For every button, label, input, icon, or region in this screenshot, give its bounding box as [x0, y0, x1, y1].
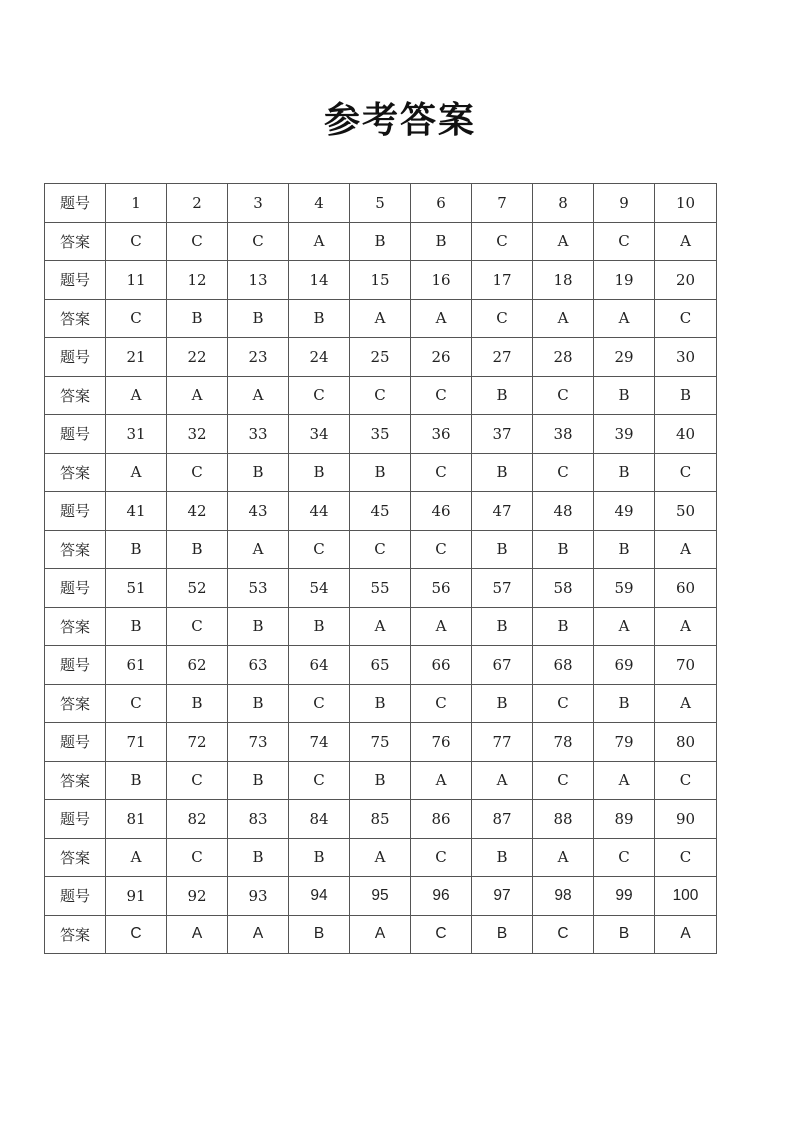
answer-cell: A	[594, 607, 655, 646]
answer-cell: B	[594, 376, 655, 415]
question-number-row	[45, 184, 717, 223]
question-number-row	[45, 492, 717, 531]
answer-cell: C	[289, 761, 350, 800]
question-number-cell: 46	[411, 492, 472, 531]
answer-cell: B	[350, 222, 411, 261]
answer-label: 答案	[45, 915, 106, 954]
answer-cell: A	[655, 222, 717, 261]
answer-row	[45, 761, 717, 800]
question-number-label: 题号	[45, 492, 106, 531]
question-number-cell: 2	[167, 184, 228, 223]
question-number-cell: 43	[228, 492, 289, 531]
answer-cell: C	[472, 299, 533, 338]
question-number-cell: 98	[533, 877, 594, 916]
question-number-cell: 42	[167, 492, 228, 531]
answer-label: 答案	[45, 607, 106, 646]
answer-cell: B	[228, 761, 289, 800]
answer-cell: C	[411, 838, 472, 877]
answer-cell: B	[289, 915, 350, 954]
answer-cell: B	[594, 453, 655, 492]
question-number-cell: 36	[411, 415, 472, 454]
answer-cell: C	[655, 761, 717, 800]
question-number-cell: 23	[228, 338, 289, 377]
question-number-row	[45, 569, 717, 608]
answer-cell: A	[350, 915, 411, 954]
question-number-label: 题号	[45, 723, 106, 762]
question-number-cell: 5	[350, 184, 411, 223]
answer-cell: B	[228, 838, 289, 877]
answer-cell: B	[106, 761, 167, 800]
answer-row	[45, 453, 717, 492]
question-number-cell: 40	[655, 415, 717, 454]
answer-cell: B	[655, 376, 717, 415]
answer-cell: B	[289, 453, 350, 492]
question-number-cell: 81	[106, 800, 167, 839]
question-number-cell: 32	[167, 415, 228, 454]
answer-cell: A	[106, 453, 167, 492]
answer-row	[45, 684, 717, 723]
answer-cell: A	[411, 299, 472, 338]
question-number-label: 题号	[45, 877, 106, 916]
answer-cell: B	[228, 607, 289, 646]
answer-cell: C	[411, 530, 472, 569]
question-number-row	[45, 646, 717, 685]
question-number-cell: 12	[167, 261, 228, 300]
question-number-cell: 100	[655, 877, 717, 916]
question-number-cell: 63	[228, 646, 289, 685]
question-number-cell: 38	[533, 415, 594, 454]
answer-cell: A	[655, 915, 717, 954]
answer-row	[45, 299, 717, 338]
answer-cell: C	[167, 222, 228, 261]
question-number-cell: 47	[472, 492, 533, 531]
question-number-cell: 11	[106, 261, 167, 300]
answer-cell: A	[167, 915, 228, 954]
question-number-cell: 86	[411, 800, 472, 839]
question-number-cell: 14	[289, 261, 350, 300]
question-number-cell: 9	[594, 184, 655, 223]
question-number-cell: 33	[228, 415, 289, 454]
question-number-cell: 82	[167, 800, 228, 839]
question-number-cell: 25	[350, 338, 411, 377]
answer-cell: C	[655, 838, 717, 877]
question-number-cell: 20	[655, 261, 717, 300]
answer-cell: C	[289, 530, 350, 569]
question-number-cell: 29	[594, 338, 655, 377]
answer-cell: C	[533, 453, 594, 492]
question-number-cell: 75	[350, 723, 411, 762]
question-number-cell: 99	[594, 877, 655, 916]
question-number-cell: 92	[167, 877, 228, 916]
question-number-cell: 93	[228, 877, 289, 916]
question-number-cell: 85	[350, 800, 411, 839]
question-number-cell: 48	[533, 492, 594, 531]
answer-cell: B	[167, 299, 228, 338]
question-number-row	[45, 800, 717, 839]
question-number-cell: 17	[472, 261, 533, 300]
answer-key-body	[45, 184, 717, 954]
question-number-cell: 87	[472, 800, 533, 839]
answer-label: 答案	[45, 376, 106, 415]
question-number-cell: 94	[289, 877, 350, 916]
question-number-row	[45, 415, 717, 454]
answer-row	[45, 222, 717, 261]
question-number-cell: 73	[228, 723, 289, 762]
question-number-cell: 83	[228, 800, 289, 839]
answer-cell: B	[106, 530, 167, 569]
question-number-cell: 70	[655, 646, 717, 685]
answer-cell: C	[655, 453, 717, 492]
answer-cell: B	[594, 684, 655, 723]
question-number-label: 题号	[45, 415, 106, 454]
question-number-row	[45, 877, 717, 916]
question-number-label: 题号	[45, 261, 106, 300]
question-number-cell: 97	[472, 877, 533, 916]
answer-cell: C	[167, 453, 228, 492]
question-number-row	[45, 338, 717, 377]
answer-cell: B	[411, 222, 472, 261]
answer-label: 答案	[45, 530, 106, 569]
question-number-cell: 49	[594, 492, 655, 531]
answer-cell: C	[167, 761, 228, 800]
question-number-cell: 78	[533, 723, 594, 762]
answer-row	[45, 607, 717, 646]
answer-cell: B	[167, 530, 228, 569]
answer-cell: B	[228, 684, 289, 723]
question-number-cell: 76	[411, 723, 472, 762]
answer-cell: B	[472, 607, 533, 646]
question-number-label: 题号	[45, 569, 106, 608]
question-number-cell: 21	[106, 338, 167, 377]
question-number-cell: 57	[472, 569, 533, 608]
question-number-cell: 39	[594, 415, 655, 454]
answer-row	[45, 530, 717, 569]
answer-cell: C	[167, 838, 228, 877]
answer-cell: A	[655, 607, 717, 646]
question-number-cell: 8	[533, 184, 594, 223]
question-number-cell: 62	[167, 646, 228, 685]
answer-cell: B	[228, 299, 289, 338]
answer-cell: A	[655, 684, 717, 723]
answer-cell: A	[350, 838, 411, 877]
answer-cell: A	[411, 607, 472, 646]
answer-cell: A	[228, 376, 289, 415]
answer-cell: C	[167, 607, 228, 646]
question-number-cell: 4	[289, 184, 350, 223]
question-number-cell: 80	[655, 723, 717, 762]
question-number-label: 题号	[45, 338, 106, 377]
answer-cell: A	[533, 222, 594, 261]
answer-cell: B	[472, 915, 533, 954]
answer-cell: A	[411, 761, 472, 800]
answer-cell: C	[655, 299, 717, 338]
answer-cell: B	[472, 376, 533, 415]
question-number-cell: 55	[350, 569, 411, 608]
answer-cell: A	[228, 915, 289, 954]
page-title: 参考答案	[323, 100, 476, 141]
answer-cell: C	[411, 684, 472, 723]
question-number-cell: 6	[411, 184, 472, 223]
question-number-cell: 7	[472, 184, 533, 223]
answer-cell: B	[472, 530, 533, 569]
answer-label: 答案	[45, 838, 106, 877]
answer-cell: A	[167, 376, 228, 415]
answer-cell: A	[594, 761, 655, 800]
answer-cell: C	[106, 684, 167, 723]
answer-cell: A	[350, 607, 411, 646]
question-number-cell: 89	[594, 800, 655, 839]
answer-cell: C	[472, 222, 533, 261]
question-number-cell: 54	[289, 569, 350, 608]
question-number-cell: 45	[350, 492, 411, 531]
question-number-cell: 67	[472, 646, 533, 685]
answer-cell: C	[594, 222, 655, 261]
answer-cell: A	[533, 838, 594, 877]
answer-label: 答案	[45, 684, 106, 723]
answer-cell: B	[594, 530, 655, 569]
question-number-cell: 34	[289, 415, 350, 454]
answer-label: 答案	[45, 453, 106, 492]
question-number-cell: 10	[655, 184, 717, 223]
answer-cell: C	[106, 299, 167, 338]
answer-cell: B	[472, 453, 533, 492]
answer-cell: C	[289, 684, 350, 723]
question-number-cell: 90	[655, 800, 717, 839]
answer-label: 答案	[45, 299, 106, 338]
question-number-label: 题号	[45, 800, 106, 839]
question-number-cell: 19	[594, 261, 655, 300]
question-number-cell: 77	[472, 723, 533, 762]
answer-cell: A	[228, 530, 289, 569]
question-number-cell: 56	[411, 569, 472, 608]
question-number-label: 题号	[45, 184, 106, 223]
answer-cell: B	[472, 684, 533, 723]
question-number-cell: 58	[533, 569, 594, 608]
question-number-cell: 26	[411, 338, 472, 377]
answer-cell: B	[289, 607, 350, 646]
question-number-cell: 53	[228, 569, 289, 608]
answer-cell: C	[533, 915, 594, 954]
question-number-cell: 31	[106, 415, 167, 454]
answer-cell: C	[106, 915, 167, 954]
question-number-label: 题号	[45, 646, 106, 685]
answer-cell: C	[411, 915, 472, 954]
question-number-cell: 24	[289, 338, 350, 377]
question-number-row	[45, 723, 717, 762]
question-number-cell: 50	[655, 492, 717, 531]
question-number-cell: 30	[655, 338, 717, 377]
answer-cell: A	[655, 530, 717, 569]
answer-cell: C	[228, 222, 289, 261]
answer-cell: B	[350, 453, 411, 492]
answer-cell: B	[167, 684, 228, 723]
question-number-cell: 79	[594, 723, 655, 762]
question-number-cell: 16	[411, 261, 472, 300]
question-number-cell: 13	[228, 261, 289, 300]
question-number-cell: 27	[472, 338, 533, 377]
answer-cell: C	[533, 684, 594, 723]
answer-cell: B	[289, 299, 350, 338]
answer-cell: B	[533, 607, 594, 646]
question-number-cell: 68	[533, 646, 594, 685]
question-number-cell: 18	[533, 261, 594, 300]
question-number-cell: 72	[167, 723, 228, 762]
question-number-cell: 95	[350, 877, 411, 916]
question-number-cell: 71	[106, 723, 167, 762]
question-number-cell: 64	[289, 646, 350, 685]
answer-row	[45, 915, 717, 954]
answer-label: 答案	[45, 222, 106, 261]
question-number-cell: 91	[106, 877, 167, 916]
question-number-cell: 65	[350, 646, 411, 685]
question-number-cell: 60	[655, 569, 717, 608]
question-number-cell: 35	[350, 415, 411, 454]
answer-cell: B	[228, 453, 289, 492]
question-number-cell: 52	[167, 569, 228, 608]
answer-cell: C	[533, 761, 594, 800]
answer-cell: C	[594, 838, 655, 877]
question-number-cell: 51	[106, 569, 167, 608]
answer-cell: C	[411, 453, 472, 492]
question-number-row	[45, 261, 717, 300]
question-number-cell: 44	[289, 492, 350, 531]
answer-cell: A	[350, 299, 411, 338]
question-number-cell: 22	[167, 338, 228, 377]
answer-cell: C	[533, 376, 594, 415]
answer-cell: A	[533, 299, 594, 338]
answer-cell: C	[350, 530, 411, 569]
question-number-cell: 88	[533, 800, 594, 839]
answer-cell: A	[106, 838, 167, 877]
question-number-cell: 59	[594, 569, 655, 608]
answer-cell: A	[289, 222, 350, 261]
answer-cell: C	[289, 376, 350, 415]
question-number-cell: 28	[533, 338, 594, 377]
answer-cell: B	[289, 838, 350, 877]
question-number-cell: 61	[106, 646, 167, 685]
question-number-cell: 1	[106, 184, 167, 223]
answer-cell: B	[594, 915, 655, 954]
answer-cell: C	[411, 376, 472, 415]
question-number-cell: 69	[594, 646, 655, 685]
answer-cell: B	[350, 684, 411, 723]
answer-row	[45, 838, 717, 877]
answer-cell: A	[106, 376, 167, 415]
question-number-cell: 15	[350, 261, 411, 300]
question-number-cell: 74	[289, 723, 350, 762]
question-number-cell: 66	[411, 646, 472, 685]
answer-cell: B	[106, 607, 167, 646]
answer-cell: C	[350, 376, 411, 415]
answer-label: 答案	[45, 761, 106, 800]
question-number-cell: 84	[289, 800, 350, 839]
answer-cell: B	[533, 530, 594, 569]
answer-cell: A	[594, 299, 655, 338]
answer-key-table	[44, 183, 717, 954]
answer-row	[45, 376, 717, 415]
question-number-cell: 41	[106, 492, 167, 531]
question-number-cell: 3	[228, 184, 289, 223]
question-number-cell: 37	[472, 415, 533, 454]
answer-cell: B	[472, 838, 533, 877]
answer-cell: C	[106, 222, 167, 261]
answer-cell: B	[350, 761, 411, 800]
question-number-cell: 96	[411, 877, 472, 916]
answer-cell: A	[472, 761, 533, 800]
